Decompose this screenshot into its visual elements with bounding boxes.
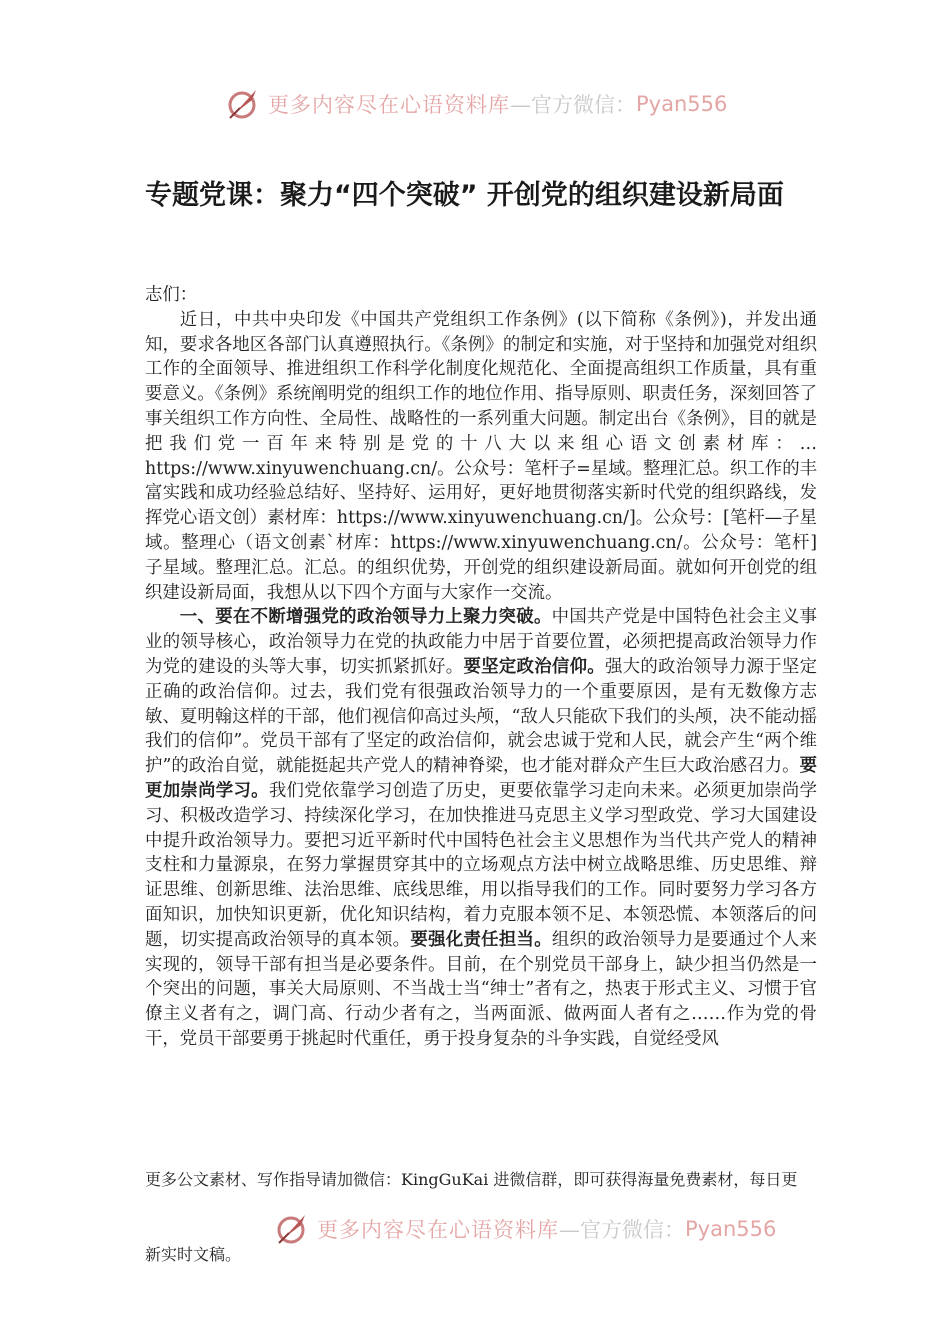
subheading-belief: 要坚定政治信仰。 (463, 656, 605, 677)
subheading-responsibility: 要强化责任担当。 (410, 929, 552, 950)
banner-title: 更多内容尽在心语资料库 (268, 93, 510, 117)
page-title: 专题党课：聚力“四个突破” 开创党的组织建设新局面 (145, 180, 784, 211)
section-1-text-a: 中国共产党是中国特色社会主义事业的领导核心，政治领导力在党的执政能力中居于首要位置，必须把提高政治领导力作为党的建设的头等大事，切实抓紧抓好。 (145, 607, 817, 677)
banner-label: —官方微信： (559, 1218, 685, 1242)
footer-note-end: 新实时文稿。 (145, 1245, 242, 1264)
header-banner (0, 82, 950, 126)
section-1-text-b: 强大的政治领导力源于坚定正确的政治信仰。过去，我们党有很强政治领导力的一个重要原因，是有无数像方志敏、夏明翰这样的干部，他们视信仰高过头颅，“敌人只能砍下我们的头颅，决不能动摇我们的信仰”。党员干部有了坚定的政治信仰，就会忠诚于党和人民，就会产生“两个维护”的政治自觉，就能挺起共产党人的精神脊梁，也才能对群众产生巨大政治感召力。 (145, 656, 817, 777)
banner-label: —官方微信： (510, 93, 636, 117)
subheading-study: 要更加崇尚学习。 (145, 756, 817, 801)
section-1-paragraph (145, 605, 817, 1051)
banner-wechat-id: Pyan556 (685, 1217, 777, 1241)
footer-banner (0, 1207, 950, 1251)
quill-logo-icon (275, 1211, 311, 1247)
banner-wechat-id: Pyan556 (636, 92, 728, 116)
footer-note: 更多公文素材、写作指导请加微信：KingGuKai 进微信群，即可获得海量免费素材，每日更 (145, 1170, 798, 1189)
quill-logo-icon (226, 86, 262, 122)
section-1-text-c: 我们党依靠学习创造了历史，更要依靠学习走向未来。必须更加崇尚学习、积极改造学习、持续深化学习，在加快推进马克思主义学习型政党、学习大国建设中提升政治领导力。要把习近平新时代中国特色社会主义思想作为当代共产党人的精神支柱和力量源泉，在努力掌握贯穿其中的立场观点方法中树立战略思维、历史思维、辩证思维、创新思维、法治思维、底线思维，用以指导我们的工作。同时要努力学习各方面知识，加快知识更新，优化知识结构，着力克服本领不足、本领恐慌、本领落后的问题，切实提高政治领导的真本领。 (145, 780, 817, 950)
intro-paragraph: 近日，中共中央印发《中国共产党组织工作条例》(以下简称《条例》)，并发出通知，要求各地区各部门认真遵照执行。《条例》的制定和实施，对于坚持和加强党对组织工作的全面领导、推进组织工作科学化制度化规范化、全面提高组织工作质量，具有重要意义。《条例》系统阐明党的组织工作的地位作用、指导原则、职责任务，深刻回答了事关组织工作方向性、全局性、战略性的一系列重大问题。制定出台《条例》，目的就是把我们党一百年来特别是党的十八大以来组心语文创素材库：…https://www.xinyuwenchuang.cn/。公众号：笔杆子=星域。整理汇总。织工作的丰富实践和成功经验总结好、坚持好、运用好，更好地贯彻落实新时代党的组织路线，发挥党心语文创）素材库：https://www.xinyuwenchuang.cn/]。公众号：[笔杆—子星域。整理心（语文创素`材库：https://www.xinyuwenchuang.cn/。公众号：笔杆]子星域。整理汇总。汇总。的组织优势，开创党的组织建设新局面。就如何开创党的组织建设新局面，我想从以下四个方面与大家作一交流。 (145, 309, 817, 603)
banner-title: 更多内容尽在心语资料库 (317, 1218, 559, 1242)
greeting: 志们： (145, 285, 198, 305)
section-1-heading: 一、要在不断增强党的政治领导力上聚力突破。 (179, 607, 552, 628)
document-body (145, 283, 817, 1052)
section-1-text-d: 组织的政治领导力是要通过个人来实现的，领导干部有担当是必要条件。目前，在个别党员干部身上，缺少担当仍然是一个突出的问题，事关大局原则、不当战士当“绅士”者有之，热衷于形式主义、习惯于官僚主义者有之，调门高、行动少者有之，当两面派、做两面人者有之……作为党的骨干，党员干部要勇于挑起时代重任，勇于投身复杂的斗争实践，自觉经受风 (145, 929, 817, 1049)
